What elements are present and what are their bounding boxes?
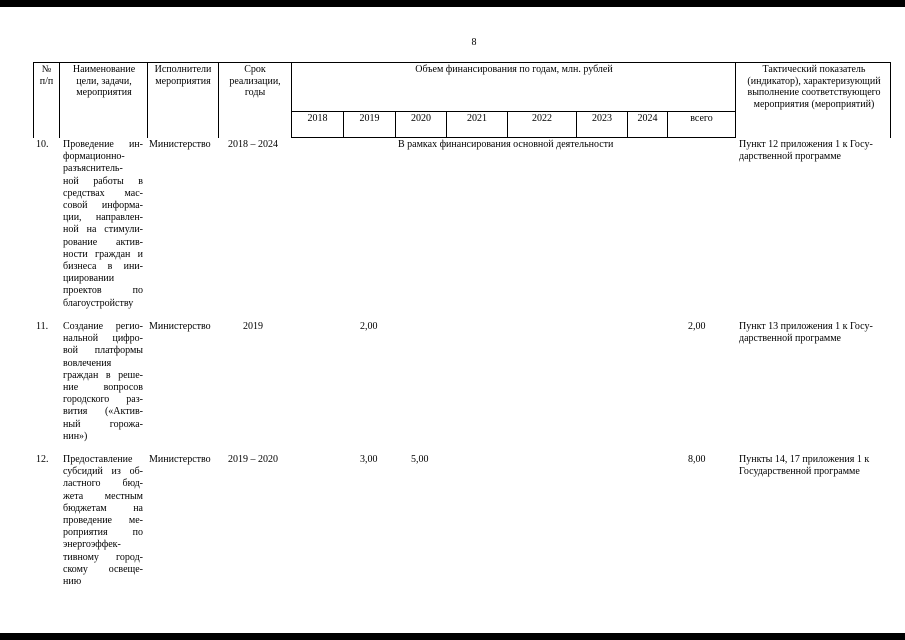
row-indicator — [739, 139, 889, 163]
header-year-2018: 2018 — [307, 113, 328, 124]
header-col-border — [218, 62, 219, 138]
text-line: ной работы в — [63, 175, 143, 187]
text-line: Создание регио- — [63, 321, 143, 332]
row-executor: Министерство — [149, 321, 211, 332]
row-term: 2019 – 2020 — [228, 454, 278, 465]
row-number: 11. — [36, 321, 49, 332]
header-top-rule — [33, 62, 891, 63]
row-name — [63, 321, 143, 443]
row-name — [63, 454, 143, 588]
row-term: 2019 — [243, 321, 263, 332]
row-number: 10. — [36, 139, 49, 150]
text-line: Предоставление — [63, 454, 133, 465]
header-year-2022: 2022 — [532, 113, 552, 124]
header-funding: Объем финансирования по годам, млн. рублей — [415, 64, 613, 75]
header-year-rule — [291, 111, 735, 112]
text-line: разъяснитель- — [63, 163, 123, 175]
text-line: дарственной программе — [739, 151, 841, 163]
text-line: вития («Актив- — [63, 406, 143, 418]
text-line: вовлечения — [63, 357, 112, 369]
text-line: субсидий из об- — [63, 466, 143, 478]
text-line: нин») — [63, 430, 88, 442]
text-line: благоустройству — [63, 297, 134, 309]
header-col-border — [291, 62, 292, 138]
row-value-2019: 3,00 — [360, 454, 378, 465]
top-border-bar — [0, 0, 905, 7]
header-indicator: Тактический показатель (индикатор), характеризующий выполнение соответствующего мероприятия (мероприятий) — [747, 64, 881, 110]
bottom-border-bar — [0, 633, 905, 640]
text-line: ние вопросов — [63, 382, 143, 394]
text-line: граждан в реше- — [63, 369, 143, 381]
text-line: роприятия по — [63, 527, 143, 539]
text-line: циировании — [63, 273, 115, 285]
header-year-2021: 2021 — [467, 113, 487, 124]
header-year-2020: 2020 — [411, 113, 431, 124]
text-line: ной на стимули- — [63, 224, 143, 236]
header-col-border — [147, 62, 148, 138]
text-line: совой информа- — [63, 200, 143, 212]
text-line: Проведение ин- — [63, 139, 143, 150]
row-executor: Министерство — [149, 139, 211, 150]
row-indicator — [739, 321, 889, 345]
text-line: жета местным — [63, 490, 143, 502]
header-year-2024: 2024 — [637, 113, 658, 124]
page-number: 8 — [471, 37, 477, 48]
text-line: Государственной программе — [739, 466, 860, 478]
header-term: Срок реализации, годы — [229, 64, 281, 98]
header-executors: Исполнители мероприятия — [154, 64, 212, 87]
header-year-total: всего — [690, 113, 713, 124]
row-indicator — [739, 454, 891, 478]
header-name: Наименование цели, задачи, мероприятия — [72, 64, 136, 98]
row-name — [63, 139, 143, 310]
header-year-2023: 2023 — [592, 113, 612, 124]
text-line: нию — [63, 576, 82, 588]
text-line: городского раз- — [63, 394, 143, 406]
text-line: дарственной программе — [739, 333, 841, 345]
text-line: проведение ме- — [63, 515, 143, 527]
text-line: тивному город- — [63, 551, 143, 563]
text-line: вой платформы — [63, 345, 143, 357]
text-line: бизнеса в ини- — [63, 261, 143, 273]
row-term: 2018 – 2024 — [228, 139, 278, 150]
text-line: Пункт 12 приложения 1 к Госу- — [739, 139, 873, 150]
text-line: ции, направлен- — [63, 212, 143, 224]
row-value-total: 8,00 — [688, 454, 706, 465]
row-number: 12. — [36, 454, 49, 465]
header-num: № п/п — [39, 64, 54, 87]
text-line: бюджетам на — [63, 502, 143, 514]
text-line: ности граждан и — [63, 248, 143, 260]
text-line: проектов по — [63, 285, 143, 297]
text-line: рование актив- — [63, 236, 143, 248]
row-value-total: 2,00 — [688, 321, 706, 332]
text-line: нальной цифро- — [63, 333, 143, 345]
text-line: Пункты 14, 17 приложения 1 к — [739, 454, 870, 465]
text-line: ный горожа- — [63, 418, 143, 430]
header-year-2019: 2019 — [359, 113, 380, 124]
text-line: ластного бюд- — [63, 478, 143, 490]
text-line: скому освеще- — [63, 563, 143, 575]
header-col-border — [890, 62, 891, 138]
header-bottom-rule — [291, 137, 735, 138]
text-line: формационно- — [63, 151, 125, 163]
text-line: энергоэффек- — [63, 539, 121, 551]
table-header — [33, 62, 891, 138]
row-funding-note: В рамках финансирования основной деятельности — [398, 139, 614, 150]
row-executor: Министерство — [149, 454, 211, 465]
row-value-2020: 5,00 — [411, 454, 429, 465]
row-value-2019: 2,00 — [360, 321, 378, 332]
text-line: Пункт 13 приложения 1 к Госу- — [739, 321, 873, 332]
header-col-border — [735, 62, 736, 138]
header-col-border — [59, 62, 60, 138]
text-line: средствах мас- — [63, 187, 143, 199]
